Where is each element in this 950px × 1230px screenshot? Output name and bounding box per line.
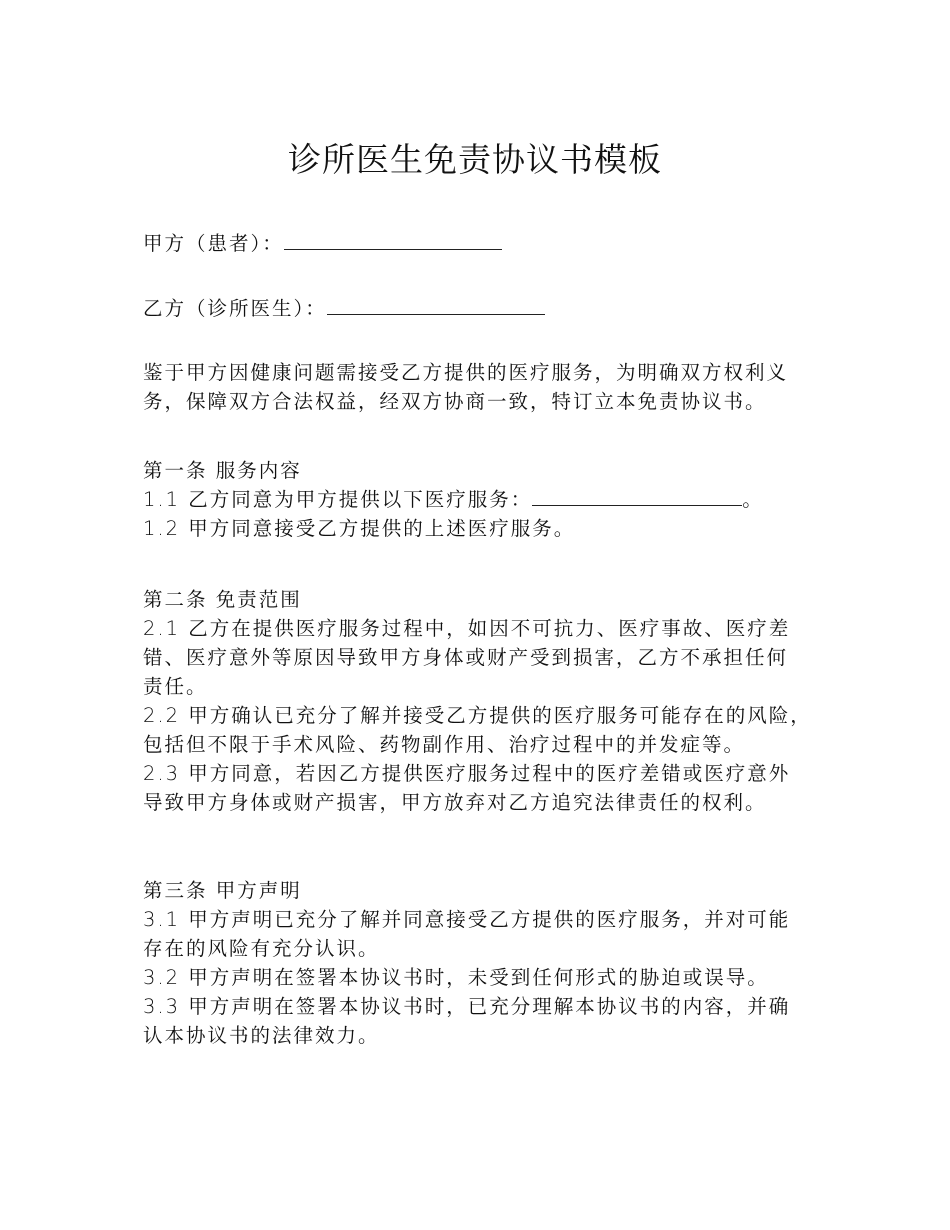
article-2-line: 2.2 甲方确认已充分了解并接受乙方提供的医疗服务可能存在的风险， <box>143 704 812 727</box>
article-2-line: 2.3 甲方同意，若因乙方提供医疗服务过程中的医疗差错或医疗意外 <box>143 762 791 785</box>
party-a-blank <box>284 229 502 250</box>
article-2 <box>143 585 823 817</box>
article-2-line: 包括但不限于手术风险、药物副作用、治疗过程中的并发症等。 <box>143 733 746 756</box>
article-1-item-1-prefix: 1.1 乙方同意为甲方提供以下医疗服务： <box>143 488 533 511</box>
article-3-line: 存在的风险有充分认识。 <box>143 937 380 960</box>
article-1-heading: 第一条 服务内容 <box>143 459 302 482</box>
article-3 <box>143 876 823 1050</box>
article-3-line: 认本协议书的法律效力。 <box>143 1024 380 1047</box>
article-1 <box>143 456 823 543</box>
party-a-line <box>143 229 823 258</box>
article-3-line: 3.2 甲方声明在签署本协议书时，未受到任何形式的胁迫或误导。 <box>143 966 769 989</box>
service-blank <box>532 485 742 506</box>
preamble-line: 务，保障双方合法权益，经双方协商一致，特订立本免责协议书。 <box>143 390 767 413</box>
article-2-line: 导致甲方身体或财产损害，甲方放弃对乙方追究法律责任的权利。 <box>143 791 767 814</box>
party-b-label: 乙方（诊所医生）： <box>143 297 327 320</box>
article-1-item-1 <box>143 485 823 514</box>
article-2-line: 责任。 <box>143 675 208 698</box>
preamble <box>143 358 823 416</box>
preamble-line: 鉴于甲方因健康问题需接受乙方提供的医疗服务，为明确双方权利义 <box>143 361 789 384</box>
article-2-line: 错、医疗意外等原因导致甲方身体或财产受到损害，乙方不承担任何 <box>143 646 789 669</box>
article-3-line: 3.3 甲方声明在签署本协议书时，已充分理解本协议书的内容，并确 <box>143 995 791 1018</box>
party-a-label: 甲方（患者）： <box>143 232 284 255</box>
article-2-line: 2.1 乙方在提供医疗服务过程中，如因不可抗力、医疗事故、医疗差 <box>143 617 791 640</box>
document-title: 诊所医生免责协议书模板 <box>288 140 662 179</box>
party-b-line <box>143 294 823 323</box>
article-1-item-1-suffix: 。 <box>742 488 764 511</box>
article-3-line: 3.1 甲方声明已充分了解并同意接受乙方提供的医疗服务，并对可能 <box>143 908 791 931</box>
party-b-blank <box>327 294 545 315</box>
article-3-heading: 第三条 甲方声明 <box>143 879 302 902</box>
article-2-heading: 第二条 免责范围 <box>143 588 302 611</box>
article-1-item-2: 1.2 甲方同意接受乙方提供的上述医疗服务。 <box>143 517 576 540</box>
